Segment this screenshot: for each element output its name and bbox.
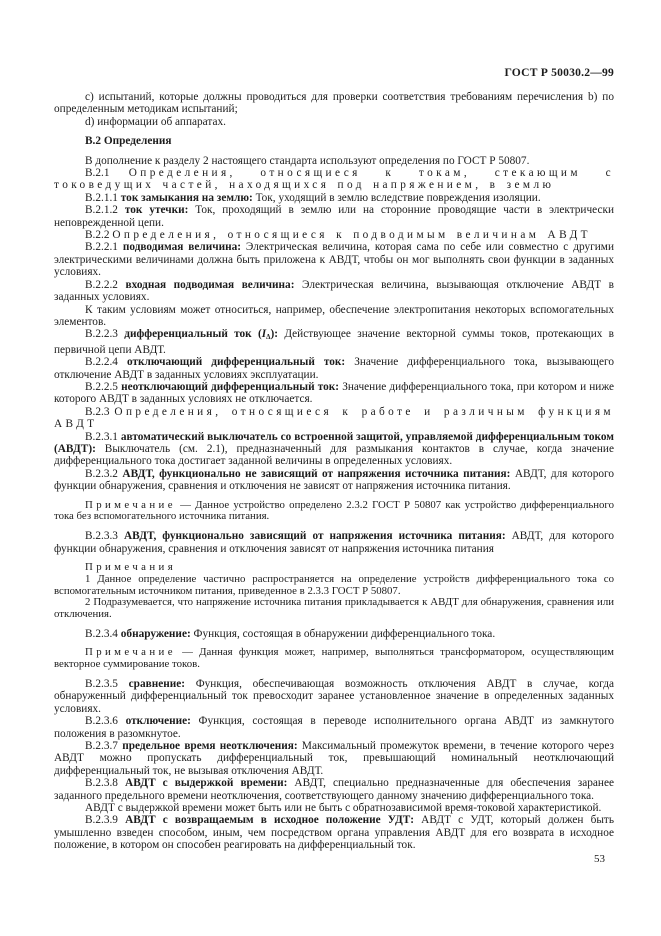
definition [54, 468, 614, 493]
text-run: В.2.3.5 [85, 677, 129, 690]
text-run: АВДТ, для которого функции обнаружения, сравнения и отключения не зависят от напряжения источника питания. [54, 467, 615, 493]
text-run: Действующее значение векторной суммы токов, протекающих в первичной цепи АВДТ. [54, 328, 614, 356]
text-run: АВДТ, функционально не зависящий от напряжения источника питания: [122, 467, 511, 480]
definition [54, 814, 614, 851]
definition [54, 279, 614, 304]
list-item-d [54, 116, 614, 128]
text-run: ): [270, 328, 279, 341]
subsection-heading [54, 229, 614, 241]
text-run: В.2.2.2 [85, 278, 126, 291]
note [54, 647, 614, 671]
text-run: В.2.3.9 [85, 814, 126, 827]
text-run: Электрическая величина, вызывающая отключение АВДТ в заданных условиях. [54, 278, 614, 304]
text-run: В.2.1.1 [85, 191, 121, 204]
text-run: отключающий дифференциальный ток: [126, 356, 346, 369]
note [54, 500, 614, 524]
text-run: Максимальный промежуток времени, в течение которого через АВДТ можно пропускать дифференциальный ток, превышающий номинальный неотключающий дифференциальный ток, не вызывая отключения АВДТ. [54, 740, 615, 777]
text-run: 1 Данное определение частично распространяется на определение устройств дифференциального тока со вспомогательным источником питания, приведенное в 2.3.3 ГОСТ Р 50807. [54, 572, 614, 597]
text-run: В.2.3.8 [85, 777, 126, 790]
text-run: автоматический выключатель со встроенной защитой, управляемой дифференциальным током (АВДТ): [54, 430, 614, 455]
text-run: — Данное устройство определено 2.3.2 ГОСТ Р 50807 как устройство дифференциального тока без вспомогательного источника питания. [54, 498, 614, 523]
definition [54, 431, 614, 468]
page-number: 53 [594, 853, 605, 865]
text-run: Δ [266, 333, 271, 342]
text-run: К таким условиям может относиться, например, обеспечение электропитания некоторых вспомогательных элементов. [54, 303, 614, 328]
text-run: В.2.2.1 [85, 241, 123, 254]
text-run: сравнение: [128, 677, 186, 690]
text-run: Примечание [85, 498, 176, 511]
page-footer [54, 853, 605, 865]
paragraph [54, 155, 614, 167]
text-run: АВДТ с выдержкой времени: [125, 777, 288, 790]
text-run: предельное время неотключения: [122, 740, 298, 753]
text-run: АВДТ с УДТ, который должен быть умышленно взведен способом, иным, чем посредством органа управления АВДТ для его возврата в исходное положение, в котором он способен реагировать на дифференциальный ток. [54, 814, 615, 852]
text-run: В.2.1.2 [85, 204, 125, 217]
text-run: В.2.3.6 [85, 715, 126, 728]
text-run: Ток, уходящий в землю вследствие повреждения изоляции. [252, 191, 541, 204]
definition [54, 356, 614, 381]
text-run: c) испытаний, которые должны проводиться для проверки соответствия требованиям перечисления b) по определенным методикам испытаний; [54, 91, 614, 116]
text-run: неотключающий дифференциальный ток: [121, 380, 340, 393]
note [54, 574, 614, 598]
text-run: Определения, относящиеся к токам, стекающим с токоведущих частей, находящихся под напряжением, в землю [54, 167, 614, 192]
definition [54, 715, 614, 740]
text-run: Примечание [85, 646, 176, 659]
text-run: подводимая величина: [122, 241, 242, 254]
definition [54, 381, 614, 406]
text-run: В.2.2 [85, 229, 113, 242]
text-run: ток утечки: [124, 204, 189, 217]
text-run: входная подводимая величина: [125, 278, 295, 291]
text-run: I [261, 328, 267, 341]
definition [54, 740, 614, 777]
document-body [54, 91, 614, 852]
definition [54, 530, 614, 555]
text-run: В.2.3 [85, 405, 115, 418]
text-run: В.2.2.4 [85, 356, 127, 369]
text-run: В.2.3.7 [85, 740, 123, 753]
definition [54, 192, 614, 204]
definition [54, 241, 614, 278]
text-run: В.2.3.3 [85, 530, 124, 543]
list-item-c [54, 91, 614, 116]
text-run: АВДТ с выдержкой времени может быть или не быть с обратнозависимой время-токовой характеристикой. [85, 802, 602, 815]
text-run: В.2.3.4 [85, 627, 121, 640]
text-run: Выключатель (см. 2.1), предназначенный для размыкания контактов в случае, когда значение дифференциального тока достигает заданной величины в определенных условиях. [54, 442, 614, 468]
text-run: В.2.1 [85, 167, 129, 180]
text-run: В дополнение к разделу 2 настоящего стандарта используют определения по ГОСТ Р 50807. [85, 154, 530, 167]
text-run: В.2.2.5 [85, 380, 122, 393]
text-run: Определения, относящиеся к подводимым величинам АВДТ [112, 229, 591, 242]
text-run: ток замыкания на землю: [120, 191, 253, 204]
text-run: Электрическая величина, которая сама по себе или совместно с другими электрическими величинами должна быть приложена к АВДТ, чтобы он мог выполнять свои функции в заданных условиях. [54, 241, 614, 279]
text-run: 2 Подразумевается, что напряжение источника питания прикладывается к АВДТ для обнаружения, сравнения или отключения. [54, 596, 614, 621]
text-run: АВДТ, функционально зависящий от напряжения источника питания: [124, 530, 506, 543]
section-heading [54, 135, 614, 147]
text-run: В.2.3.1 [85, 430, 121, 443]
text-run: обнаружение: [120, 627, 191, 640]
text-run: Функция, обеспечивающая возможность отключения АВДТ в случае, когда обнаруженный дифференциальный ток превосходит заранее установленное значение в определенных заданных условиях. [54, 677, 614, 715]
document-header [54, 66, 614, 79]
note [54, 597, 614, 621]
paragraph [54, 802, 614, 814]
text-run: АВДТ, для которого функции обнаружения, сравнения и отключения зависят от напряжения источника питания [54, 530, 615, 555]
text-run: d) информации об аппаратах. [85, 115, 226, 128]
text-run: В.2.3.2 [85, 467, 123, 480]
text-run: Значение дифференциального тока, вызывающего отключение АВДТ в заданных условиях эксплуатации. [54, 356, 614, 381]
text-run: дифференциальный ток ( [124, 328, 262, 341]
text-run: — Данная функция может, например, выполняться трансформатором, осуществляющим векторное суммирование токов. [54, 646, 614, 671]
text-run: Ток, проходящий в землю или на сторонние проводящие части в электрически неповрежденной цепи. [54, 204, 614, 229]
definition [54, 328, 614, 356]
text-run: Функция, состоящая в переводе исполнительного органа АВДТ из замкнутого положения в разомкнутое. [54, 715, 615, 740]
paragraph [54, 304, 614, 329]
definition [54, 628, 614, 640]
text-run: В.2.2.3 [85, 328, 125, 341]
text-run: Примечания [85, 561, 177, 573]
definition [54, 678, 614, 715]
subsection-heading [54, 406, 614, 431]
subsection-heading [54, 167, 614, 192]
text-run: В.2 Определения [85, 135, 172, 148]
definition [54, 777, 614, 802]
text-run: Определения, относящиеся к работе и различным функциям АВДТ [54, 405, 614, 431]
text-run: Значение дифференциального тока, при котором и ниже которого АВДТ в заданных условиях не отключается. [54, 380, 615, 406]
text-run: Функция, состоящая в обнаружении дифференциального тока. [190, 627, 496, 640]
text-run: АВДТ, специально предназначенные для обеспечения заранее заданного предельного времени неотключения, соответствующего данному значению дифференциального тока. [54, 777, 614, 802]
definition [54, 204, 614, 229]
standard-number: ГОСТ Р 50030.2—99 [504, 66, 614, 79]
text-run: отключение: [125, 715, 191, 728]
text-run: АВДТ с возвращаемым в исходное положение УДТ: [125, 814, 415, 827]
